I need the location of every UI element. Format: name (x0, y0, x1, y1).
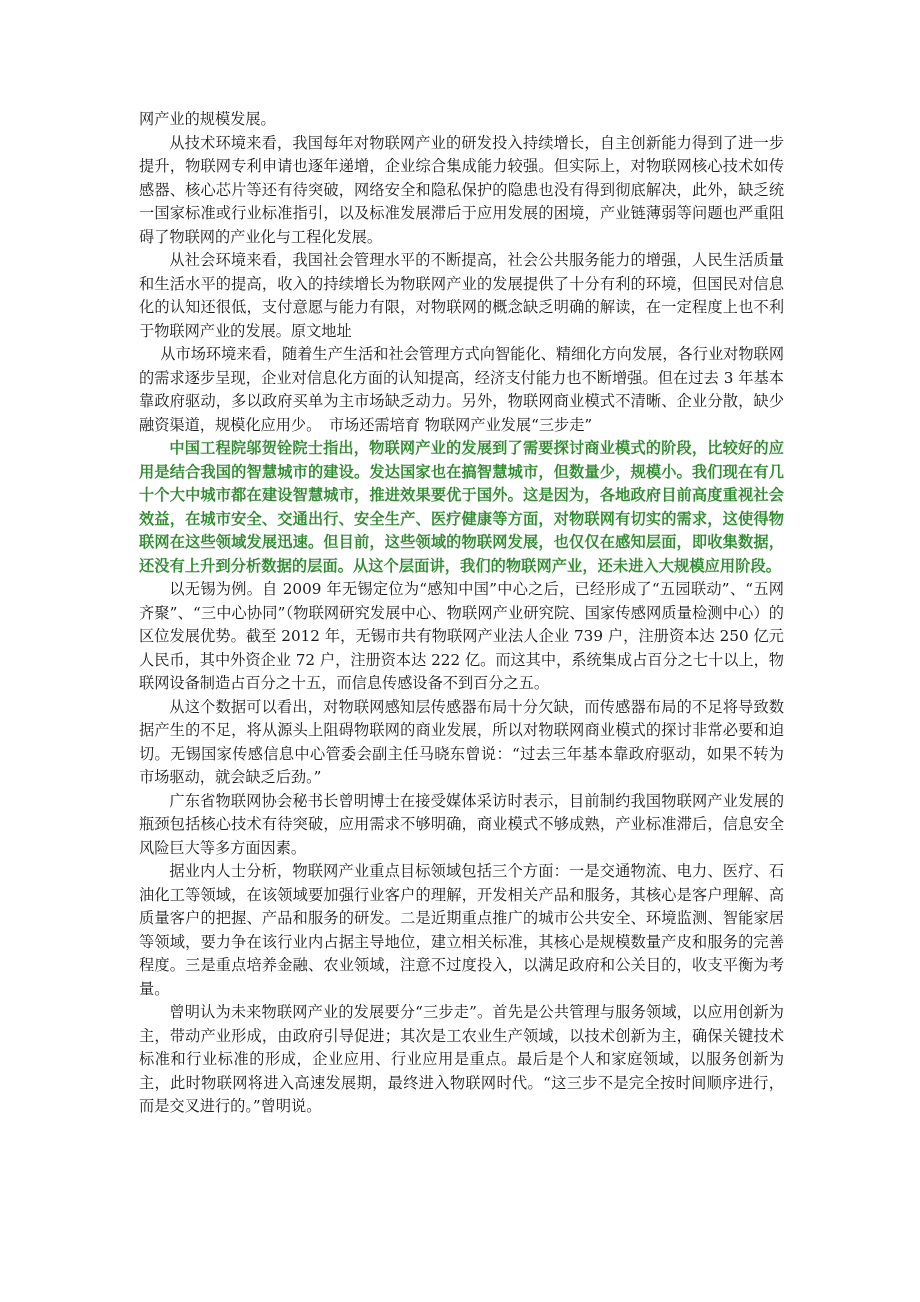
document-page (139, 108, 784, 1119)
paragraph-wuxi-example: 以无锡为例。自 2009 年无锡定位为“感知中国”中心之后，已经形成了“五园联动”、“五网齐聚”、“三中心协同”（物联网研究发展中心、物联网产业研究院、国家传感网质量检测中心）的区位发展优势。截至 2012 年，无锡市共有物联网产业法人企业 739 户，注册资本达 250 亿元人民币，其中外资企业 72 户，注册资本达 222 亿。而这其中，系统集成占百分之七十以上，物联网设备制造占百分之十五，而信息传感设备不到百分之五。 (139, 580, 784, 692)
paragraph-guangdong-association: 广东省物联网协会秘书长曾明博士在接受媒体采访时表示，目前制约我国物联网产业发展的瓶颈包括核心技术有待突破，应用需求不够明确，商业模式不够成熟，产业标准滞后，信息安全风险巨大等多方面因素。 (139, 791, 784, 857)
paragraph-continuation: 网产业的规模发展。 (139, 110, 276, 128)
paragraph-industry-analysis: 据业内人士分析，物联网产业重点目标领域包括三个方面：一是交通物流、电力、医疗、石油化工等领域，在该领域要加强行业客户的理解，开发相关产品和服务，其核心是客户理解、高质量客户的把握、产品和服务的研发。二是近期重点推广的城市公共安全、环境监测、智能家居等领域，要力争在该行业内占据主导地位，建立相关标准，其核心是规模数量产皮和服务的完善程度。三是重点培养金融、农业领域，注意不过度投入，以满足政府和公关目的，收支平衡为考量。 (139, 862, 784, 998)
paragraph-highlighted-quote: 中国工程院邬贺铨院士指出，物联网产业的发展到了需要探讨商业模式的阶段，比较好的应用是结合我国的智慧城市的建设。发达国家也在搞智慧城市，但数量少，规模小。我们现在有几十个大中城市都在建设智慧城市，推进效果要优于国外。这是因为，各地政府目前高度重视社会效益，在城市安全、交通出行、安全生产、医疗健康等方面，对物联网有切实的需求，这使得物联网在这些领域发展迅速。但目前，这些领域的物联网发展，也仅仅在感知层面，即收集数据，还没有上升到分析数据的层面。从这个层面讲，我们的物联网产业，还未进入大规模应用阶段。 (139, 439, 784, 575)
paragraph-market-environment: 从市场环境来看，随着生产生活和社会管理方式向智能化、精细化方向发展，各行业对物联网的需求逐步呈现，企业对信息化方面的认知提高，经济支付能力也不断增强。但在过去 3 年基本靠政府驱动，多以政府买单为主市场缺乏动力。另外，物联网商业模式不清晰、企业分散，缺少融资渠道，规模化应用少。 市场还需培育 物联网产业发展“三步走” (139, 345, 784, 434)
paragraph-data-analysis: 从这个数据可以看出，对物联网感知层传感器布局十分欠缺，而传感器布局的不足将导致数据产生的不足，将从源头上阻碍物联网的商业发展，所以对物联网商业模式的探讨非常必要和迫切。无锡国家传感信息中心管委会副主任马晓东曾说：“过去三年基本靠政府驱动，如果不转为市场驱动，就会缺乏后劲。” (139, 697, 784, 786)
paragraph-three-steps: 曾明认为未来物联网产业的发展要分“三步走”。首先是公共管理与服务领域，以应用创新为主，带动产业形成，由政府引导促进；其次是工农业生产领域，以技术创新为主，确保关键技术标准和行业标准的形成，企业应用、行业应用是重点。最后是个人和家庭领域，以服务创新为主，此时物联网将进入高速发展期，最终进入物联网时代。“这三步不是完全按时间顺序进行，而是交叉进行的。”曾明说。 (139, 1003, 784, 1115)
paragraph-social-environment: 从社会环境来看，我国社会管理水平的不断提高，社会公共服务能力的增强，人民生活质量和生活水平的提高，收入的持续增长为物联网产业的发展提供了十分有利的环境，但国民对信息化的认知还很低，支付意愿与能力有限，对物联网的概念缺乏明确的解读，在一定程度上也不利于物联网产业的发展。原文地址 (139, 251, 784, 340)
paragraph-technology-environment: 从技术环境来看，我国每年对物联网产业的研发投入持续增长，自主创新能力得到了进一步提升，物联网专利申请也逐年递增，企业综合集成能力较强。但实际上，对物联网核心技术如传感器、核心芯片等还有待突破，网络安全和隐私保护的隐患也没有得到彻底解决，此外，缺乏统一国家标准或行业标准指引，以及标准发展滞后于应用发展的困境，产业链薄弱等问题也严重阻碍了物联网的产业化与工程化发展。 (139, 133, 784, 246)
